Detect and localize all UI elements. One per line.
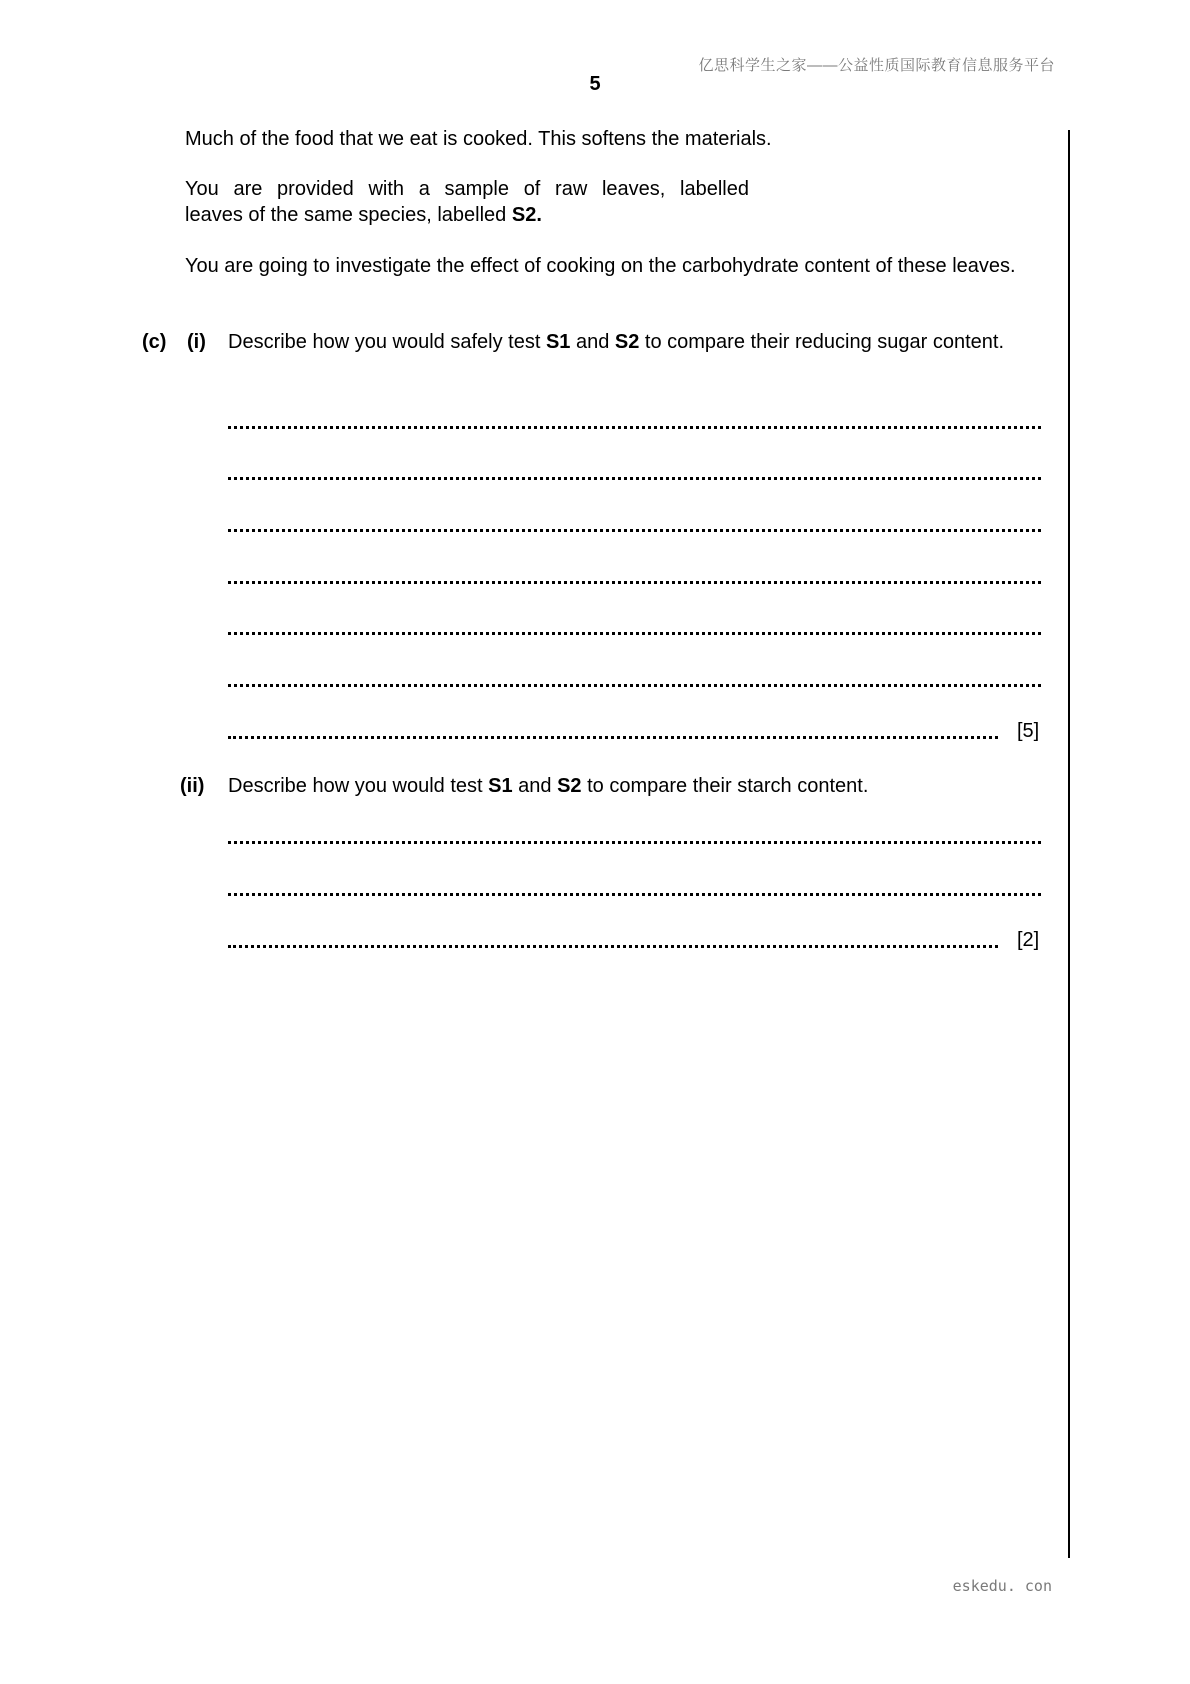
answer-line-i-3[interactable] [228,529,1041,532]
footer-site: eskedu. con [952,1577,1052,1595]
answer-line-ii-2[interactable] [228,893,1041,896]
question-i-s2: S2 [614,331,640,353]
answer-line-i-2[interactable] [228,477,1041,480]
header-watermark: 亿思科学生之家——公益性质国际教育信息服务平台 [698,57,1055,74]
intro-paragraph-3: You are going to investigate the effect of cooking on the carbohydrate content of these leaves. [185,255,1016,277]
answer-line-i-1[interactable] [228,426,1041,429]
question-label-i: (i) [187,331,206,353]
answer-line-i-7[interactable] [228,736,998,739]
marks-i: [5] [1017,720,1040,742]
question-label-c: (c) [142,331,167,353]
question-ii-text-a: Describe how you would test [228,775,489,797]
intro-paragraph-2-line-1: You are provided with a sample of raw leaves, labelled [185,178,749,200]
page-number: 5 [589,73,601,95]
question-ii-text-c: to compare their starch content. [581,775,869,797]
marks-ii: [2] [1017,929,1040,951]
question-i-s1: S1 [545,331,571,353]
answer-line-i-4[interactable] [228,581,1041,584]
answer-line-ii-3[interactable] [228,945,998,948]
intro-paragraph-2 [185,176,1041,228]
intro-paragraph-2-line-2: leaves of the same species, labelled [185,204,512,226]
question-label-ii: (ii) [180,775,205,797]
question-i-text [228,329,1041,355]
question-ii-s2: S2 [557,775,582,797]
question-ii-text [228,773,1041,799]
question-ii-text-b: and [512,775,558,797]
question-ii-s1: S1 [488,775,513,797]
question-i-text-b: and [570,331,615,353]
sample-label-s2: S2. [511,204,542,226]
answer-line-ii-1[interactable] [228,841,1041,844]
question-i-text-c: to compare their reducing sugar content. [639,331,1005,353]
answer-line-i-6[interactable] [228,684,1041,687]
intro-paragraph-1: Much of the food that we eat is cooked. This softens the materials. [185,128,772,150]
margin-line [1068,130,1070,1558]
answer-line-i-5[interactable] [228,632,1041,635]
question-i-text-a: Describe how you would safely test [228,331,546,353]
